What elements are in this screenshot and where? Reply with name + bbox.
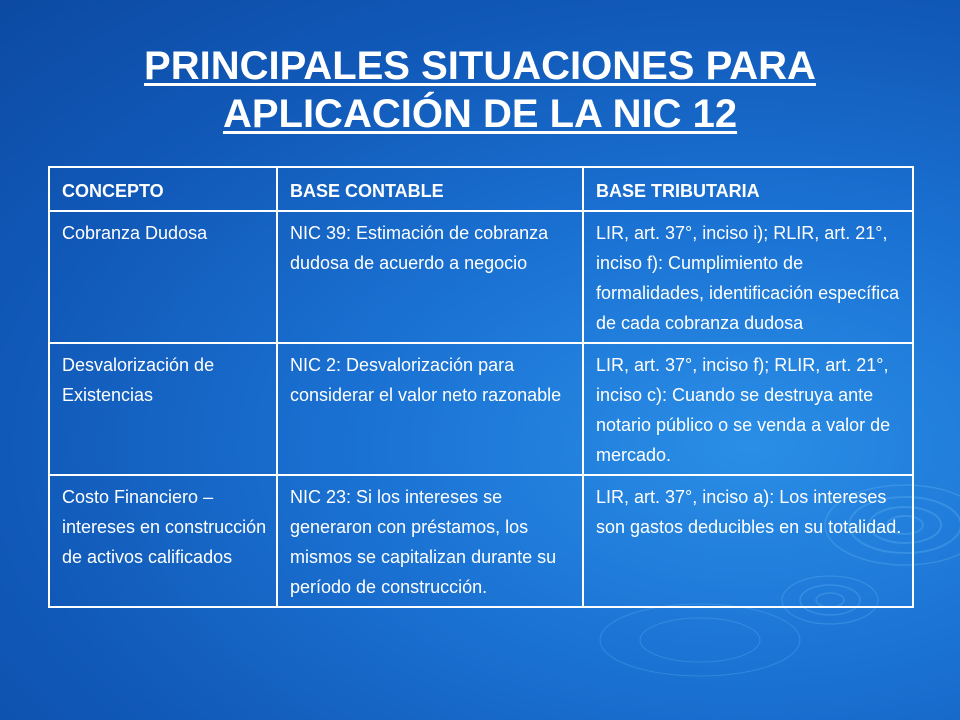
- cell-base-tributaria: LIR, art. 37°, inciso i); RLIR, art. 21°, inciso f): Cumplimiento de formalidades, identificación específica de cada cobranza dudosa: [583, 211, 913, 343]
- cell-concepto: Desvalorización de Existencias: [49, 343, 277, 475]
- slide-title-line2: APLICACIÓN DE LA NIC 12: [222, 92, 738, 136]
- header-concepto: CONCEPTO: [49, 167, 277, 211]
- table-row: [49, 211, 913, 343]
- nic12-situations-table: [48, 166, 914, 608]
- header-base-tributaria: BASE TRIBUTARIA: [583, 167, 913, 211]
- slide-title: [60, 42, 900, 138]
- cell-base-contable: NIC 39: Estimación de cobranza dudosa de acuerdo a negocio: [277, 211, 583, 343]
- header-base-contable: BASE CONTABLE: [277, 167, 583, 211]
- slide-title-line1: PRINCIPALES SITUACIONES PARA: [144, 44, 816, 88]
- cell-base-contable: NIC 2: Desvalorización para considerar el valor neto razonable: [277, 343, 583, 475]
- cell-concepto: Cobranza Dudosa: [49, 211, 277, 343]
- table-header-row: [49, 167, 913, 211]
- cell-concepto: Costo Financiero – intereses en construcción de activos calificados: [49, 475, 277, 607]
- table-row: [49, 343, 913, 475]
- cell-base-tributaria: LIR, art. 37°, inciso a): Los intereses son gastos deducibles en su totalidad.: [583, 475, 913, 607]
- cell-base-tributaria: LIR, art. 37°, inciso f); RLIR, art. 21°, inciso c): Cuando se destruya ante notario público o se venda a valor de mercado.: [583, 343, 913, 475]
- cell-base-contable: NIC 23: Si los intereses se generaron con préstamos, los mismos se capitalizan durante su período de construcción.: [277, 475, 583, 607]
- table-row: [49, 475, 913, 607]
